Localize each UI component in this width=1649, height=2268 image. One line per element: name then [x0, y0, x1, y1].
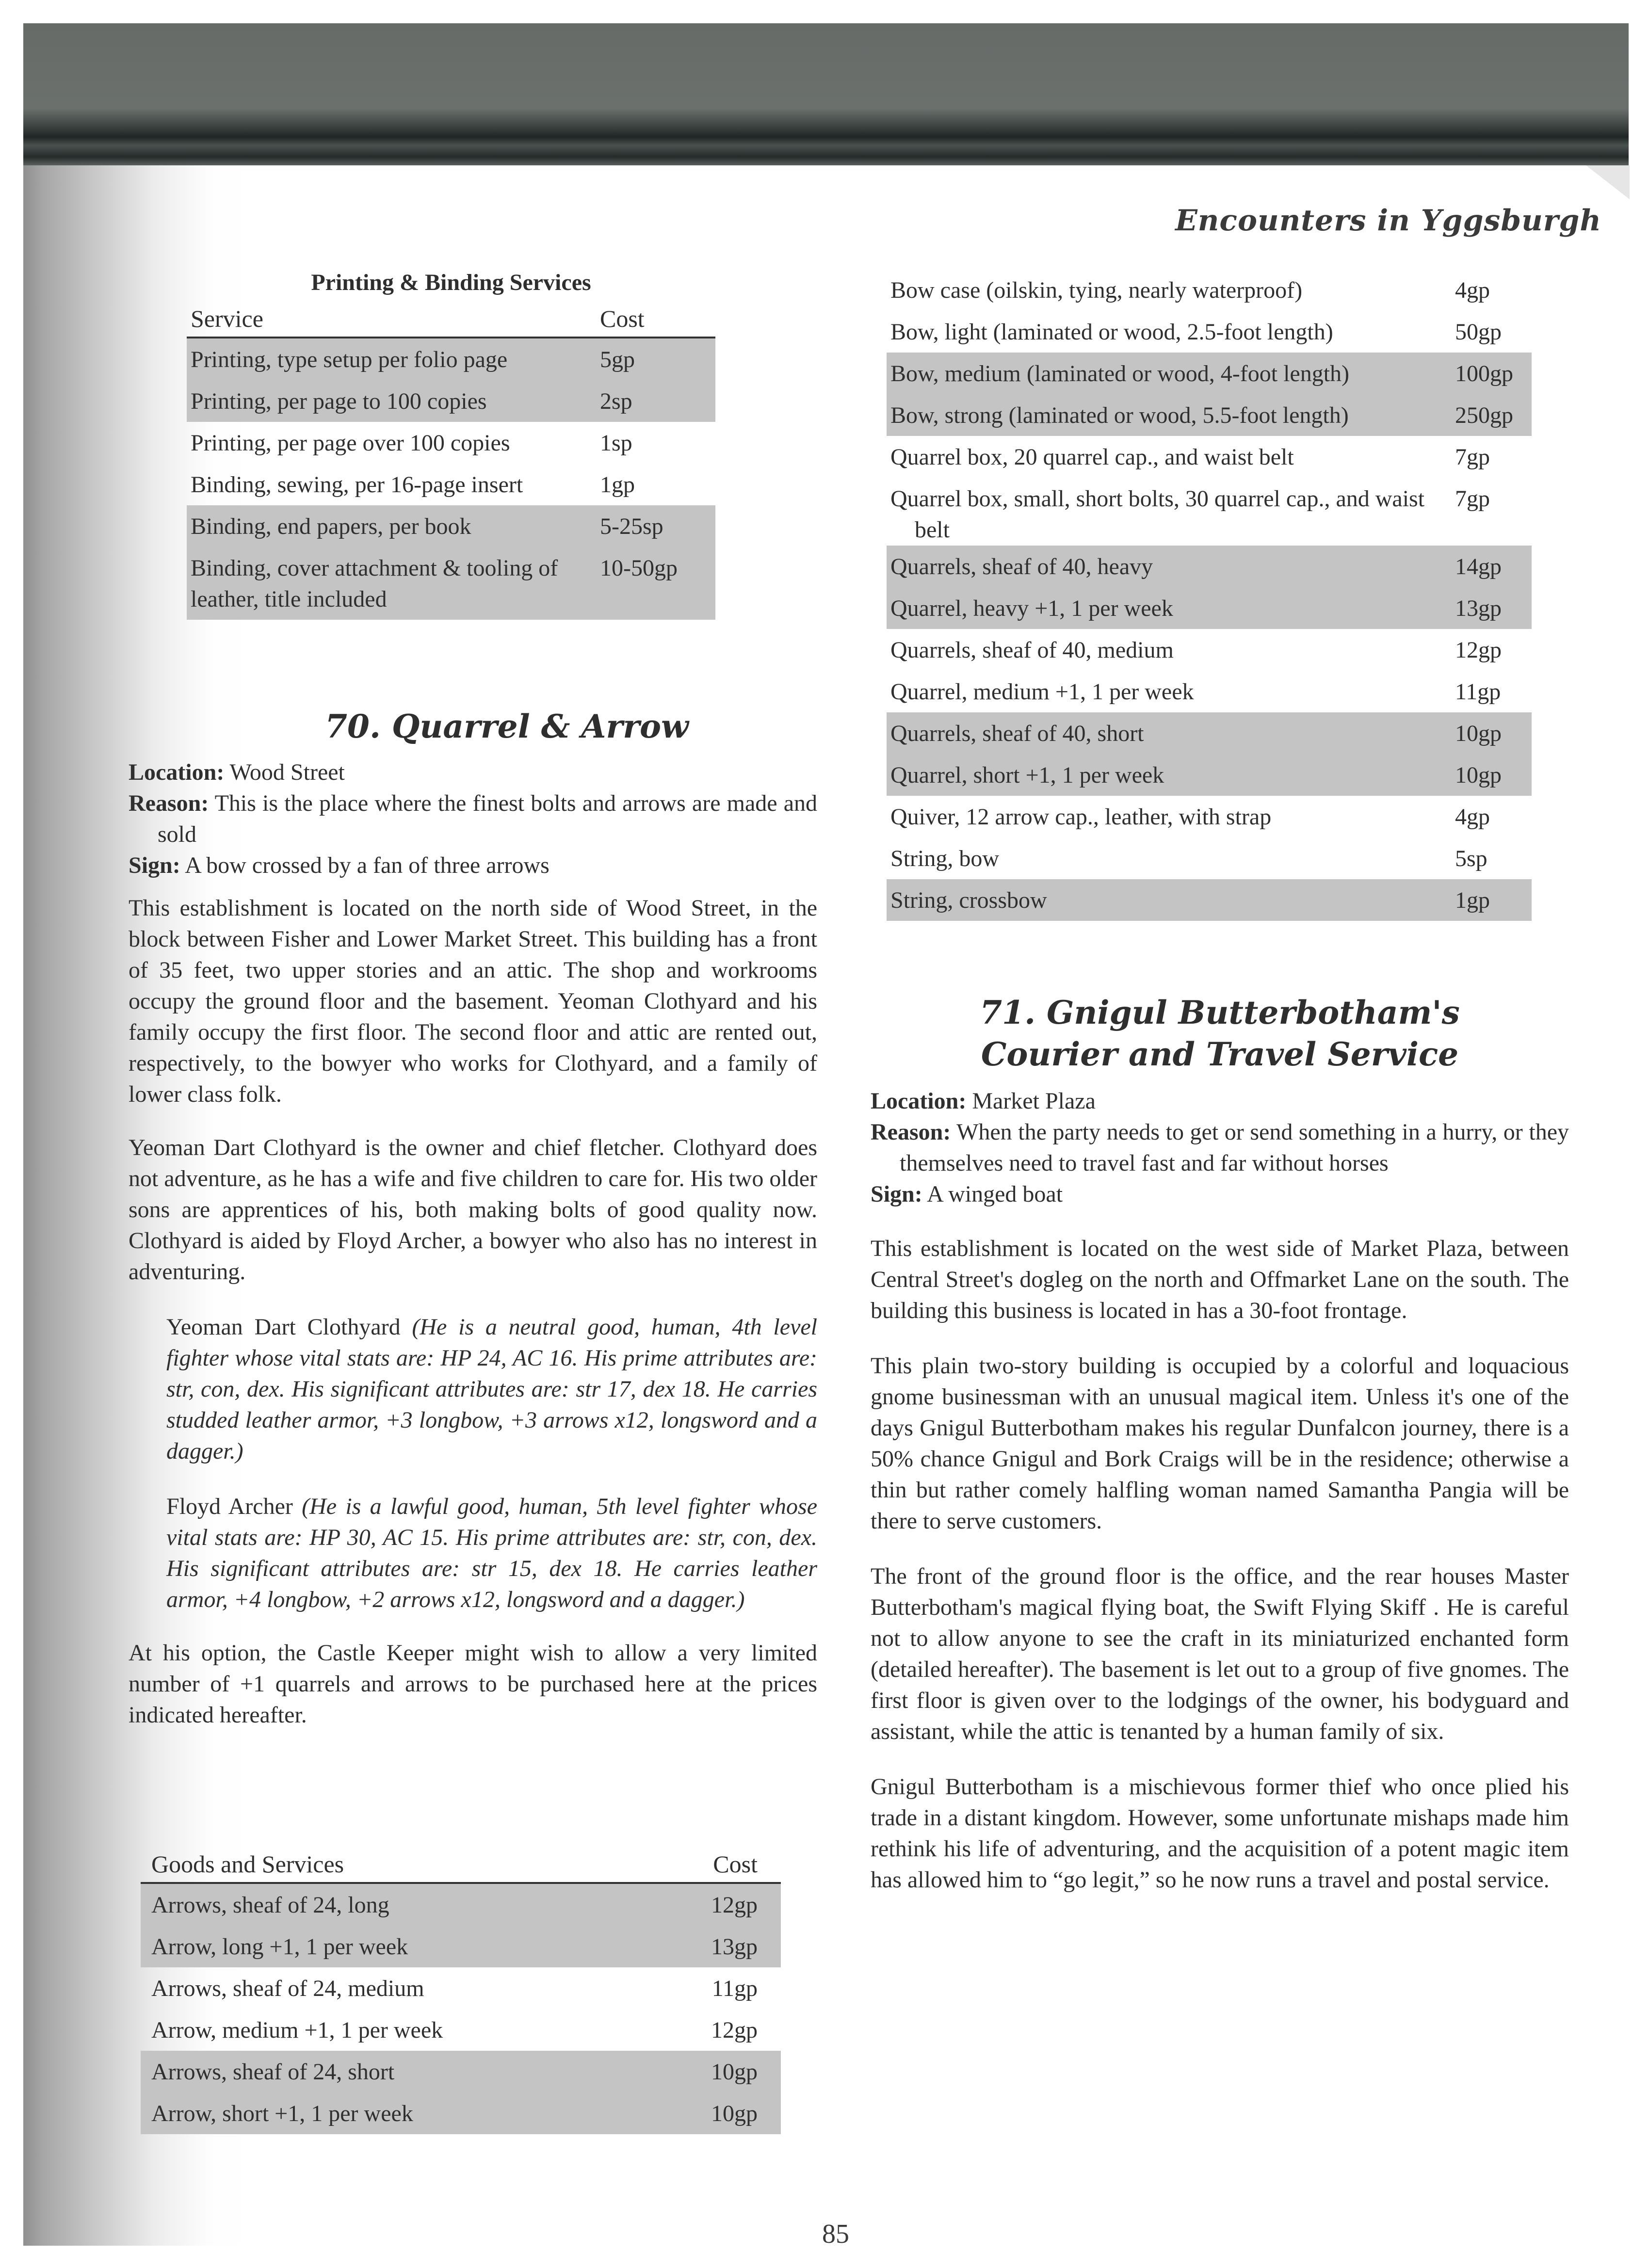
reason-label: Reason:: [871, 1119, 951, 1145]
table-title: Printing & Binding Services: [311, 270, 591, 295]
service-name: Binding, cover attachment & tooling of leather, title included: [191, 555, 558, 612]
table-row: [887, 311, 1532, 353]
page-corner-fold: [1586, 165, 1630, 199]
item-cost: 10gp: [1455, 762, 1502, 788]
table-row: [887, 394, 1532, 436]
sign-value: A winged boat: [927, 1181, 1063, 1207]
item-name: Quarrel, medium +1, 1 per week: [890, 679, 1194, 705]
table-row: [887, 712, 1532, 754]
table-row: [141, 1926, 781, 1967]
sign-field: [129, 850, 817, 881]
item-name: Arrow, medium +1, 1 per week: [151, 2017, 443, 2043]
table-row: [887, 754, 1532, 796]
table-row: [887, 436, 1532, 478]
table-row: [141, 2009, 781, 2051]
page-number: 85: [822, 2219, 849, 2249]
item-cost: 10gp: [711, 2101, 758, 2126]
paragraph: At his option, the Castle Keeper might wish to allow a very limited number of +1 quarrels and arrows to be purchased here at the prices indicated hereafter.: [129, 1640, 817, 1728]
sign-label: Sign:: [129, 853, 180, 878]
section-70: [129, 706, 817, 1731]
item-name: Quarrel box, small, short bolts, 30 quarrel cap., and waist belt: [890, 486, 1425, 543]
sign-label: Sign:: [871, 1181, 922, 1207]
table-row: [887, 796, 1532, 837]
table-row: [187, 338, 715, 380]
table-header: [187, 305, 715, 338]
item-cost: 7gp: [1455, 444, 1490, 470]
item-cost: 5sp: [1455, 846, 1487, 871]
npc-stats: (He is a lawful good, human, 5th level fighter whose vital stats are: HP 30, AC 15. His prime attributes are: str, con, dex. His significant attributes are: str 15, dex 18. He carries leather armor, +4 longbow, +2 arrows x12, longsword and a dagger.): [166, 1494, 818, 1612]
paragraph: Yeoman Dart Clothyard is the owner and chief fletcher. Clothyard does not adventure, as he has a wife and five children to care for. His two older sons are apprentices of his, both making bolts of good quality now. Clothyard is aided by Floyd Archer, a bowyer who also has no interest in adventuring.: [129, 1135, 817, 1285]
column-header-cost: Cost: [713, 1850, 758, 1878]
printing-binding-table: [187, 269, 715, 620]
table-row: [187, 380, 715, 422]
location-label: Location:: [129, 759, 225, 785]
npc-stats: (He is a neutral good, human, 4th level fighter whose vital stats are: HP 24, AC 16. His prime attributes are: str, con, dex. His significant attributes are: str 17, dex 18. He carries studded leather armor, +3 longbow, +3 arrows x12, longsword and a dagger.): [166, 1314, 818, 1464]
item-cost: 13gp: [711, 1934, 758, 1960]
item-cost: 4gp: [1455, 804, 1490, 830]
service-cost: 1gp: [600, 472, 635, 498]
section-title-line1: 71. Gnigul Butterbotham's: [980, 994, 1460, 1031]
item-cost: 10gp: [1455, 721, 1502, 746]
reason-label: Reason:: [129, 790, 209, 816]
item-cost: 50gp: [1455, 319, 1502, 345]
table-row: [887, 671, 1532, 712]
table-row: [187, 547, 715, 620]
item-cost: 10gp: [711, 2059, 758, 2085]
location-field: [129, 757, 817, 788]
npc-stat-block: [166, 1312, 817, 1467]
npc-stat-block: [166, 1491, 817, 1615]
location-value: Wood Street: [229, 759, 345, 785]
item-name: Quiver, 12 arrow cap., leather, with strap: [890, 804, 1272, 830]
service-name: Printing, type setup per folio page: [191, 347, 508, 372]
table-header: [141, 1850, 781, 1884]
item-name: Quarrels, sheaf of 40, short: [890, 721, 1144, 746]
item-cost: 7gp: [1455, 486, 1490, 512]
service-name: Printing, per page over 100 copies: [191, 430, 510, 456]
paragraph: This establishment is located on the west side of Market Plaza, between Central Street's dogleg on the north and Offmarket Lane on the south. The building this business is located in has a 30-foot frontage.: [871, 1236, 1569, 1323]
column-header-service: Service: [191, 305, 263, 332]
table-row: [141, 1967, 781, 2009]
table-row: [187, 505, 715, 547]
column-header-goods: Goods and Services: [151, 1850, 344, 1878]
item-name: Arrows, sheaf of 24, medium: [151, 1976, 424, 2001]
item-name: String, bow: [890, 846, 1000, 871]
item-name: Quarrel box, 20 quarrel cap., and waist belt: [890, 444, 1294, 470]
item-name: Bow, medium (laminated or wood, 4-foot length): [890, 361, 1350, 386]
table-row: [141, 1884, 781, 1926]
table-row: [887, 587, 1532, 629]
table-row: [887, 879, 1532, 921]
service-cost: 10-50gp: [600, 555, 678, 581]
section-title: 70. Quarrel & Arrow: [325, 708, 689, 745]
section-title-line2: Courier and Travel Service: [981, 1035, 1459, 1073]
table-row: [887, 353, 1532, 394]
section-71: [871, 992, 1569, 1896]
table-row: [187, 422, 715, 464]
item-cost: 11gp: [711, 1976, 758, 2001]
sign-value: A bow crossed by a fan of three arrows: [185, 853, 550, 878]
paragraph: Gnigul Butterbotham is a mischievous former thief who once plied his trade in a distant kingdom. However, some unfortunate mishaps made him rethink his life of adventuring, and the acquisition of a potent magic item has allowed him to “go legit,” so he now runs a travel and postal service.: [871, 1774, 1569, 1893]
location-value: Market Plaza: [972, 1088, 1096, 1114]
item-name: Bow, light (laminated or wood, 2.5-foot length): [890, 319, 1333, 345]
item-cost: 100gp: [1455, 361, 1513, 386]
paragraph: This plain two-story building is occupied by a colorful and loquacious gnome businessman with an unusual magical item. Unless it's one of the days Gnigul Butterbotham makes his regular Dunfalcon journey, there is a 50% chance Gnigul and Bork Craigs will be in the residence; otherwise a thin but rather comely halfling woman named Samantha Pangia will be there to serve customers.: [871, 1353, 1569, 1534]
item-name: Arrow, short +1, 1 per week: [151, 2101, 413, 2126]
item-cost: 12gp: [711, 1892, 758, 1918]
item-cost: 1gp: [1455, 887, 1490, 913]
item-name: Arrow, long +1, 1 per week: [151, 1934, 408, 1960]
running-head: Encounters in Yggsburgh: [1175, 204, 1601, 238]
service-name: Printing, per page to 100 copies: [191, 388, 487, 414]
item-cost: 4gp: [1455, 277, 1490, 303]
item-cost: 13gp: [1455, 595, 1502, 621]
paragraph: The front of the ground floor is the office, and the rear houses Master Butterbotham's magical flying boat, the Swift Flying Skiff . He is careful not to allow anyone to see the craft in its miniaturized enchanted form (detailed hereafter). The basement is let out to a group of five gnomes. The first floor is given over to the lodgings of the owner, his bodyguard and assistant, while the attic is tenanted by a human family of six.: [871, 1563, 1569, 1744]
scanner-lid-shadow: [23, 23, 1629, 165]
table-row: [887, 837, 1532, 879]
item-name: String, crossbow: [890, 887, 1047, 913]
item-name: Quarrels, sheaf of 40, heavy: [890, 554, 1153, 579]
item-name: Bow case (oilskin, tying, nearly waterproof): [890, 277, 1303, 303]
table-row: [141, 2092, 781, 2134]
table-row: [887, 546, 1532, 587]
item-name: Arrows, sheaf of 24, long: [151, 1892, 389, 1918]
reason-field: [129, 788, 817, 850]
item-cost: 11gp: [1455, 679, 1501, 705]
reason-field: [871, 1117, 1569, 1179]
item-cost: 12gp: [711, 2017, 758, 2043]
location-field: [871, 1086, 1569, 1117]
item-name: Bow, strong (laminated or wood, 5.5-foot length): [890, 402, 1349, 428]
npc-name: Floyd Archer: [166, 1494, 293, 1519]
reason-value: This is the place where the finest bolts and arrows are made and sold: [158, 790, 817, 847]
table-row: [141, 2051, 781, 2092]
service-name: Binding, end papers, per book: [191, 514, 471, 539]
service-cost: 5-25sp: [600, 514, 663, 539]
service-cost: 1sp: [600, 430, 632, 456]
goods-table-part1: [141, 1850, 781, 2134]
reason-value: When the party needs to get or send something in a hurry, or they themselves need to travel fast and far without horses: [900, 1119, 1569, 1176]
sign-field: [871, 1179, 1569, 1210]
table-row: [887, 269, 1532, 311]
table-row: [887, 478, 1532, 546]
table-row: [887, 629, 1532, 671]
npc-name: Yeoman Dart Clothyard: [166, 1314, 401, 1340]
item-cost: 250gp: [1455, 402, 1513, 428]
column-header-cost: Cost: [600, 305, 645, 332]
goods-table-part2: [887, 269, 1532, 921]
service-name: Binding, sewing, per 16-page insert: [191, 472, 523, 498]
service-cost: 2sp: [600, 388, 632, 414]
item-name: Quarrels, sheaf of 40, medium: [890, 637, 1174, 663]
paragraph: This establishment is located on the north side of Wood Street, in the block between Fisher and Lower Market Street. This building has a front of 35 feet, two upper stories and an attic. The shop and workrooms occupy the ground floor and the basement. Yeoman Clothyard and his family occupy the first floor. The second floor and attic are rented out, respectively, to the bowyer who works for Clothyard, and a family of lower class folk.: [129, 895, 817, 1107]
item-name: Arrows, sheaf of 24, short: [151, 2059, 395, 2085]
service-cost: 5gp: [600, 347, 635, 372]
location-label: Location:: [871, 1088, 967, 1114]
item-cost: 14gp: [1455, 554, 1502, 579]
item-cost: 12gp: [1455, 637, 1502, 663]
item-name: Quarrel, heavy +1, 1 per week: [890, 595, 1173, 621]
item-name: Quarrel, short +1, 1 per week: [890, 762, 1164, 788]
table-row: [187, 464, 715, 505]
